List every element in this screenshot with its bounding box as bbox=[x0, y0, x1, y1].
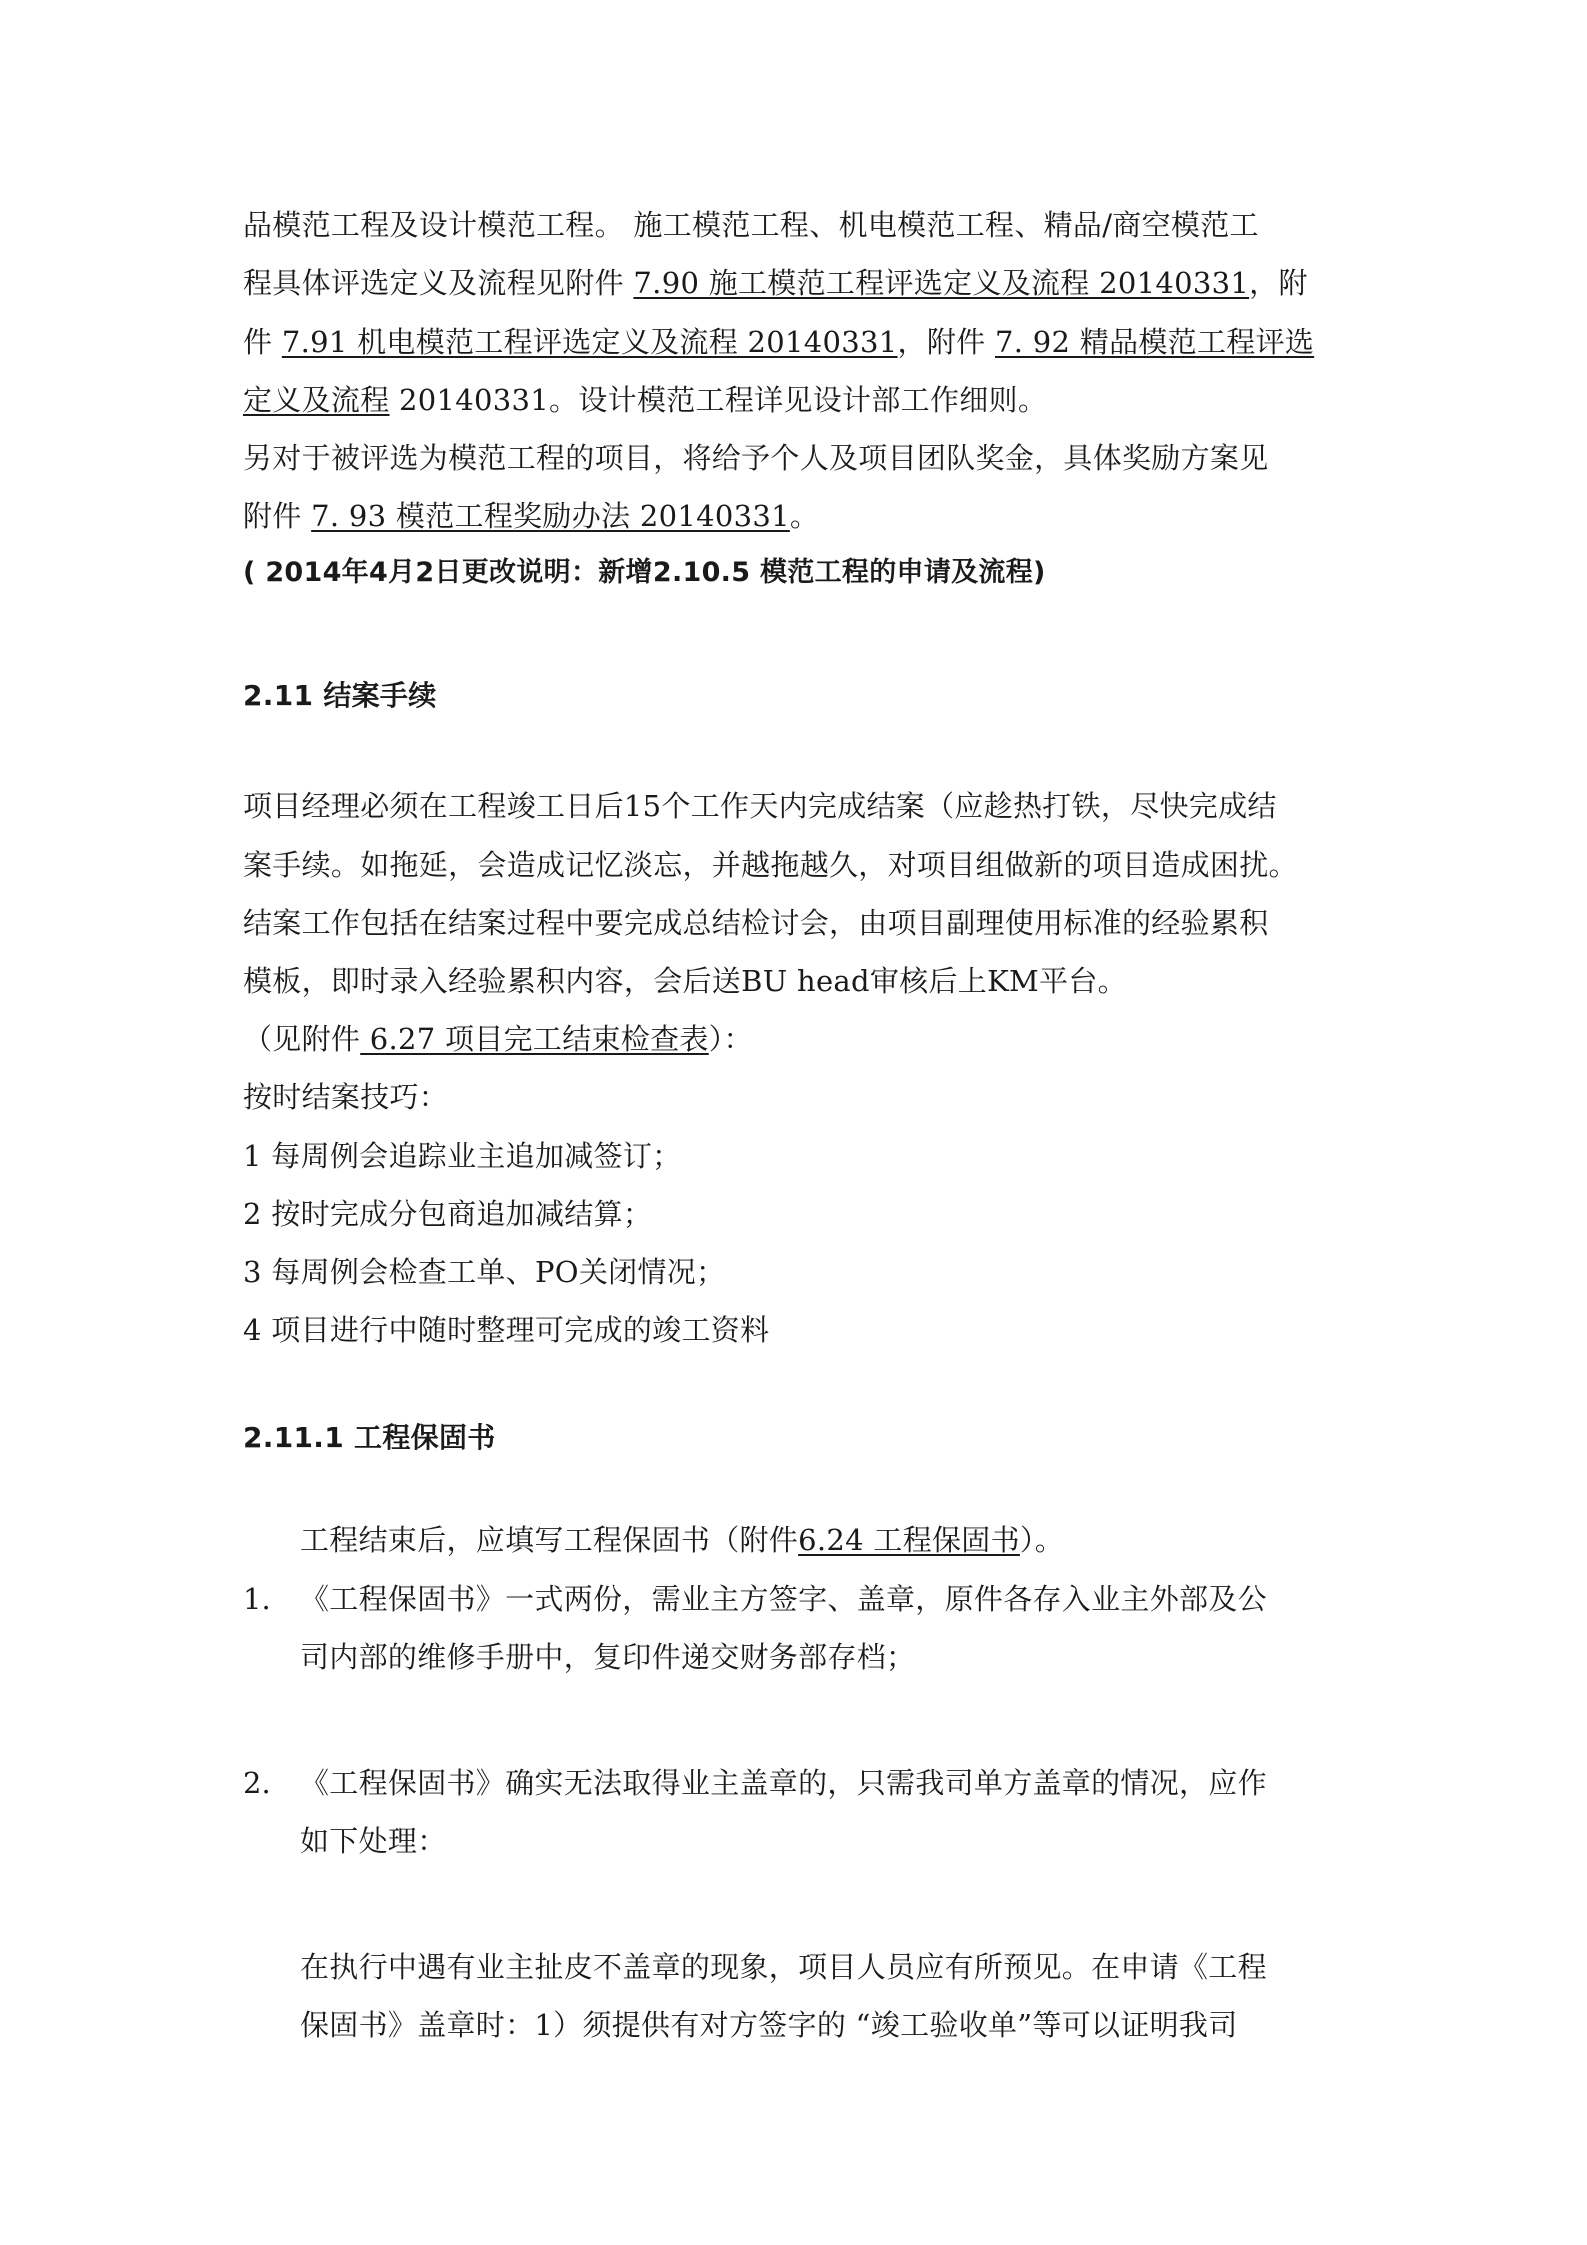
list-item-line: 司内部的维修手册中，复印件递交财务部存档； bbox=[300, 1640, 916, 1674]
list-item-line: 《工程保固书》一式两份，需业主方签字、盖章，原件各存入业主外部及公 bbox=[300, 1582, 1267, 1616]
tips-title: 按时结案技巧： bbox=[243, 1080, 449, 1114]
paragraph-line: 定义及流程 20140331。设计模范工程详见设计部工作细则。 bbox=[243, 383, 1048, 417]
paragraph-line: 模板，即时录入经验累积内容，会后送BU head审核后上KM平台。 bbox=[243, 964, 1127, 998]
list-item-line: 如下处理： bbox=[300, 1824, 447, 1858]
paragraph-line: 案手续。如拖延，会造成记忆淡忘，并越拖越久，对项目组做新的项目造成困扰。 bbox=[243, 848, 1298, 882]
paragraph-line: 项目经理必须在工程竣工日后15个工作天内完成结案（应趁热打铁，尽快完成结 bbox=[243, 789, 1277, 823]
attachment-link-7-92[interactable]: 7. 92 精品模范工程评选 bbox=[994, 325, 1315, 359]
attachment-link-7-92-cont[interactable]: 定义及流程 bbox=[243, 383, 390, 417]
list-number: 1. bbox=[243, 1582, 271, 1616]
paragraph-line: 附件 7. 93 模范工程奖励办法 20140331。 bbox=[243, 499, 820, 533]
attachment-link-7-93[interactable]: 7. 93 模范工程奖励办法 20140331 bbox=[311, 499, 790, 533]
list-item-line: 《工程保固书》确实无法取得业主盖章的，只需我司单方盖章的情况，应作 bbox=[300, 1766, 1267, 1800]
tip-item: 1 每周例会追踪业主追加减签订； bbox=[243, 1139, 682, 1173]
paragraph-line: 件 7.91 机电模范工程评选定义及流程 20140331，附件 7. 92 精品模范工程评选 bbox=[243, 325, 1315, 359]
paragraph-line: 程具体评选定义及流程见附件 7.90 施工模范工程评选定义及流程 20140331，附 bbox=[243, 266, 1308, 300]
attachment-link-7-91[interactable]: 7.91 机电模范工程评选定义及流程 20140331 bbox=[281, 325, 898, 359]
paragraph-line: 保固书》盖章时：1）须提供有对方签字的 “竣工验收单”等可以证明我司 bbox=[300, 2008, 1238, 2042]
paragraph-line: 品模范工程及设计模范工程。 施工模范工程、机电模范工程、精品/商空模范工 bbox=[243, 208, 1259, 242]
paragraph-line: 另对于被评选为模范工程的项目，将给予个人及项目团队奖金，具体奖励方案见 bbox=[243, 441, 1269, 475]
section-heading-2-11-1: 2.11.1 工程保固书 bbox=[243, 1421, 496, 1454]
paragraph-line: 结案工作包括在结案过程中要完成总结检讨会，由项目副理使用标准的经验累积 bbox=[243, 906, 1269, 940]
revision-note: ( 2014年4月2日更改说明：新增2.10.5 模范工程的申请及流程) bbox=[243, 557, 1046, 588]
attachment-link-7-90[interactable]: 7.90 施工模范工程评选定义及流程 20140331 bbox=[633, 266, 1250, 300]
paragraph-line: 在执行中遇有业主扯皮不盖章的现象，项目人员应有所预见。在申请《工程 bbox=[300, 1950, 1267, 1984]
attachment-link-6-24[interactable]: 6.24 工程保固书 bbox=[798, 1523, 1020, 1557]
list-number: 2. bbox=[243, 1766, 271, 1800]
attachment-link-6-27[interactable]: 6.27 项目完工结束检查表 bbox=[360, 1022, 709, 1056]
tip-item: 2 按时完成分包商追加减结算； bbox=[243, 1197, 653, 1231]
tip-item: 3 每周例会检查工单、PO关闭情况； bbox=[243, 1255, 726, 1289]
tip-item: 4 项目进行中随时整理可完成的竣工资料 bbox=[243, 1313, 770, 1347]
paragraph-line: 工程结束后，应填写工程保固书（附件6.24 工程保固书）。 bbox=[300, 1523, 1065, 1557]
paragraph-line: （见附件 6.27 项目完工结束检查表）： bbox=[243, 1022, 753, 1056]
section-heading-2-11: 2.11 结案手续 bbox=[243, 679, 437, 712]
